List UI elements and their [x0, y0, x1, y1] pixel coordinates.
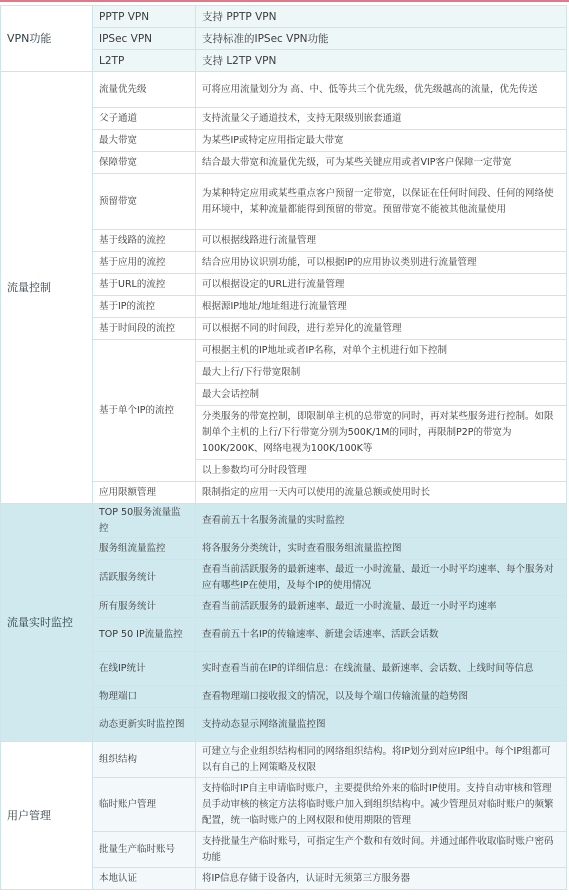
feature-cell: 在线IP统计 — [93, 652, 196, 686]
description-cell: 可建立与企业组织结构相同的网络组织结构。将IP划分到对应IP组中。每个IP组都可以有自己的上网策略及权限 — [196, 742, 567, 778]
description-cell: 支持流量父子通道技术，支持无限级别嵌套通道 — [196, 108, 567, 130]
feature-cell: 基于时间段的流控 — [93, 318, 196, 340]
feature-cell: 保障带宽 — [93, 152, 196, 174]
description-cell: 结合应用协议识别功能，可以根据IP的应用协议类别进行流量管理 — [196, 252, 567, 274]
feature-cell: 流量优先级 — [93, 72, 196, 108]
description-cell: 支持 L2TP VPN — [196, 50, 567, 72]
description-cell: 分类服务的带宽控制，即限制单主机的总带宽的同时，再对某些服务进行控制。如限制单个主机的上行/下行带宽分别为500K/1M的同时，再限制P2P的带宽为100K/200K、网络电视为100K/100K等 — [196, 406, 567, 460]
feature-cell: 父子通道 — [93, 108, 196, 130]
feature-cell: 基于URL的流控 — [93, 274, 196, 296]
description-cell: 支持 PPTP VPN — [196, 6, 567, 28]
description-cell: 为某种特定应用或某些重点客户预留一定带宽，以保证在任何时间段、任何的网络使用环境中，某种流量都能得到预留的带宽。预留带宽不能被其他流量使用 — [196, 174, 567, 230]
top-accent-line — [0, 0, 569, 2]
feature-cell: 组织结构 — [93, 742, 196, 778]
feature-cell: 物理端口 — [93, 686, 196, 708]
table-row — [1, 742, 567, 778]
feature-cell: 所有服务统计 — [93, 596, 196, 618]
description-cell: 查看前五十名IP的传输速率、新建会话速率、活跃会话数 — [196, 618, 567, 652]
feature-cell: 基于应用的流控 — [93, 252, 196, 274]
feature-cell: 动态更新实时监控图 — [93, 708, 196, 742]
feature-cell: 基于IP的流控 — [93, 296, 196, 318]
feature-cell: 最大带宽 — [93, 130, 196, 152]
feature-cell: 服务组流量监控 — [93, 538, 196, 560]
feature-cell: PPTP VPN — [93, 6, 196, 28]
group-vpn — [1, 6, 567, 72]
category-cell: 流量实时监控 — [1, 504, 93, 742]
description-cell: 支持标准的IPSec VPN功能 — [196, 28, 567, 50]
feature-cell: 预留带宽 — [93, 174, 196, 230]
description-cell: 查看物理端口接收报文的情况，以及每个端口传输流量的趋势图 — [196, 686, 567, 708]
description-cell: 实时查看当前在IP的详细信息：在线流量、最新速率、会话数、上线时间等信息 — [196, 652, 567, 686]
description-cell: 将各服务分类统计，实时查看服务组流量监控图 — [196, 538, 567, 560]
group-user-management — [1, 742, 567, 890]
description-cell: 可以根据设定的URL进行流量管理 — [196, 274, 567, 296]
description-cell: 支持动态显示网络流量监控图 — [196, 708, 567, 742]
description-cell: 可将应用流量划分为 高、中、低等共三个优先级，优先级越高的流量，优先传送 — [196, 72, 567, 108]
category-cell: 流量控制 — [1, 72, 93, 504]
description-cell: 可根据主机的IP地址或者IP名称，对单个主机进行如下控制 — [196, 340, 567, 362]
feature-cell: TOP 50服务流量监控 — [93, 504, 196, 538]
description-cell: 结合最大带宽和流量优先级，可为某些关键应用或者VIP客户保障一定带宽 — [196, 152, 567, 174]
feature-cell: TOP 50 IP流量监控 — [93, 618, 196, 652]
description-cell: 查看前五十名服务流量的实时监控 — [196, 504, 567, 538]
group-flow-control — [1, 72, 567, 504]
category-cell: VPN功能 — [1, 6, 93, 72]
description-cell: 支持临时IP自主申请临时账户，主要提供给外来的临时IP使用。支持自动审核和管理员手动审核的核定方法将临时账户加入到组织结构中。减少管理员对临时账户的频繁配置，统一临时账户的上网权限和使用期限的管理 — [196, 778, 567, 832]
description-cell: 最大会话控制 — [196, 384, 567, 406]
feature-cell: 临时账户管理 — [93, 778, 196, 832]
feature-cell: 批量生产临时账号 — [93, 832, 196, 868]
feature-spec-table — [0, 5, 567, 890]
description-cell: 支持批量生产临时账号，可指定生产个数和有效时间。并通过邮件收取临时账户密码功能 — [196, 832, 567, 868]
description-cell: 可以根据不同的时间段，进行差异化的流量管理 — [196, 318, 567, 340]
description-cell: 根据源IP地址/地址组进行流量管理 — [196, 296, 567, 318]
feature-cell: 基于线路的流控 — [93, 230, 196, 252]
description-cell: 查看当前活跃服务的最新速率、最近一小时流量、最近一小时平均速率 — [196, 596, 567, 618]
description-cell: 以上参数均可分时段管理 — [196, 460, 567, 482]
feature-cell: L2TP — [93, 50, 196, 72]
group-realtime-monitor — [1, 504, 567, 742]
feature-cell: 基于单个IP的流控 — [93, 340, 196, 482]
feature-cell: 活跃服务统计 — [93, 560, 196, 596]
table-row — [1, 72, 567, 108]
description-cell: 查看当前活跃服务的最新速率、最近一小时流量、最近一小时平均速率、每个服务对应有哪些IP在使用，及每个IP的使用情况 — [196, 560, 567, 596]
description-cell: 将IP信息存储于设备内，认证时无须第三方服务器 — [196, 868, 567, 890]
table-row — [1, 504, 567, 538]
category-cell: 用户管理 — [1, 742, 93, 890]
description-cell: 可以根据线路进行流量管理 — [196, 230, 567, 252]
table-row — [1, 6, 567, 28]
description-cell: 最大上行/下行带宽限制 — [196, 362, 567, 384]
feature-cell: 应用限额管理 — [93, 482, 196, 504]
description-cell: 为某些IP或特定应用指定最大带宽 — [196, 130, 567, 152]
description-cell: 限制指定的应用一天内可以使用的流量总额或使用时长 — [196, 482, 567, 504]
feature-cell: 本地认证 — [93, 868, 196, 890]
feature-cell: IPSec VPN — [93, 28, 196, 50]
